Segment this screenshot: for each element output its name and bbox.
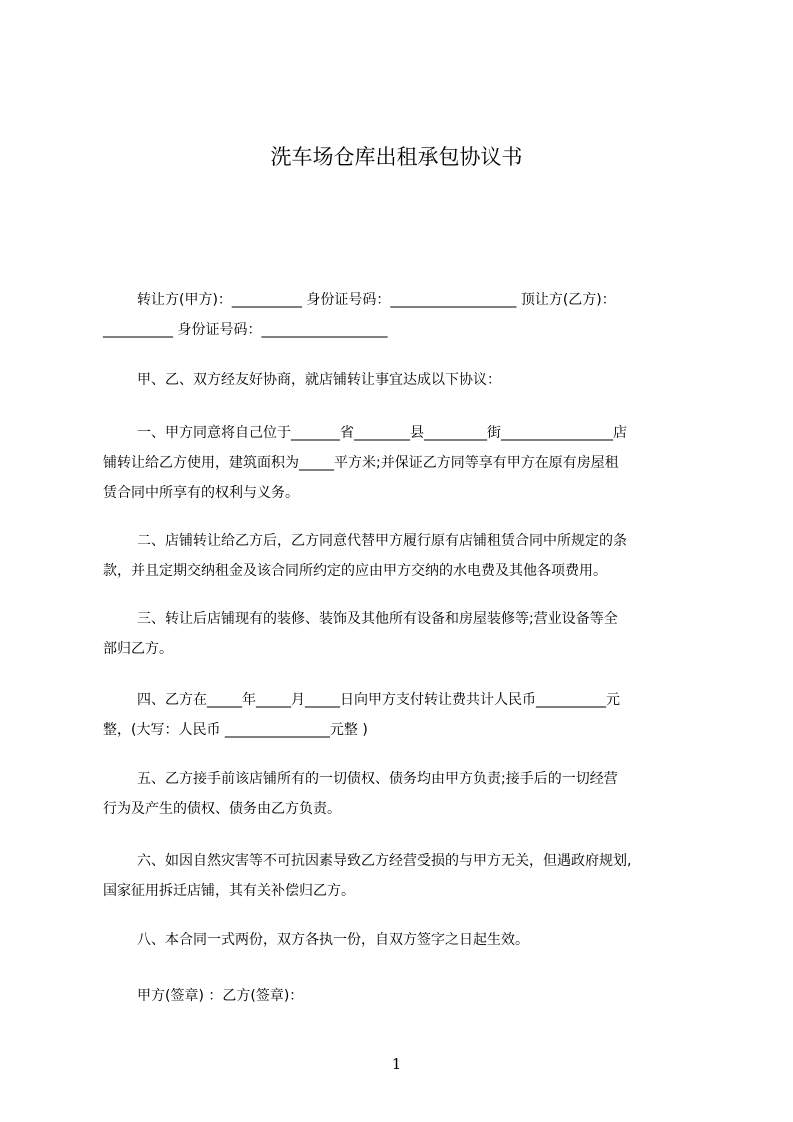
clause-4-line-1: 四、乙方在_____年_____月_____日向甲方支付转让费共计人民币__________元: [137, 692, 620, 708]
clause-2-paragraph: [103, 526, 703, 586]
clause-1-line-3: 赁合同中所享有的权利与义务。: [103, 485, 299, 501]
clause-1-line-1: 一、甲方同意将自己位于_______省________县_________街________________店: [137, 425, 627, 441]
clause-3-line-2: 部归乙方。: [103, 641, 173, 657]
document-title: 洗车场仓库出租承包协议书: [270, 145, 523, 169]
clause-1-paragraph: [103, 418, 703, 508]
clause-6-paragraph: [103, 846, 703, 906]
parties-line-1: 转让方(甲方)：__________ 身份证号码：__________________ 顶让方(乙方)：: [137, 292, 616, 308]
parties-paragraph: [103, 285, 703, 345]
clause-8-line: 八、本合同一式两份，双方各执一份，自双方签字之日起生效。: [137, 932, 529, 948]
clause-3-line-1: 三、转让后店铺现有的装修、装饰及其他所有设备和房屋装修等;营业设备等全: [137, 611, 618, 627]
clause-2-line-2: 款，并且定期交纳租金及该合同所约定的应由甲方交纳的水电费及其他各项费用。: [103, 563, 607, 579]
parties-line-2: __________ 身份证号码：__________________: [103, 322, 388, 338]
clause-5-paragraph: [103, 764, 703, 824]
clause-4-line-2: 整，(大写：人民币 _______________元整 ): [103, 722, 368, 738]
clause-5-line-2: 行为及产生的债权、债务由乙方负责。: [103, 801, 341, 817]
clause-6-line-2: 国家征用拆迁店铺，其有关补偿归乙方。: [103, 883, 355, 899]
intro-line: 甲、乙、双方经友好协商，就店铺转让事宜达成以下协议：: [137, 372, 501, 388]
signatures-paragraph: [103, 981, 703, 1011]
clause-6-line-1: 六、如因自然灾害等不可抗因素导致乙方经营受损的与甲方无关，但遇政府规划,: [137, 853, 632, 869]
clause-2-line-1: 二、店铺转让给乙方后，乙方同意代替甲方履行原有店铺租赁合同中所规定的条: [137, 533, 627, 549]
clause-4-paragraph: [103, 685, 703, 745]
page-number: 1: [391, 1055, 402, 1073]
clause-1-line-2: 铺转让给乙方使用，建筑面积为_____平方米;并保证乙方同等享有甲方在原有房屋租: [103, 455, 619, 471]
signatures-line: 甲方(签章) ：乙方(签章)：: [137, 988, 304, 1004]
clause-5-line-1: 五、乙方接手前该店铺所有的一切债权、债务均由甲方负责;接手后的一切经营: [137, 771, 618, 787]
clause-3-paragraph: [103, 604, 703, 664]
intro-paragraph: [103, 365, 703, 395]
clause-8-paragraph: [103, 925, 703, 955]
